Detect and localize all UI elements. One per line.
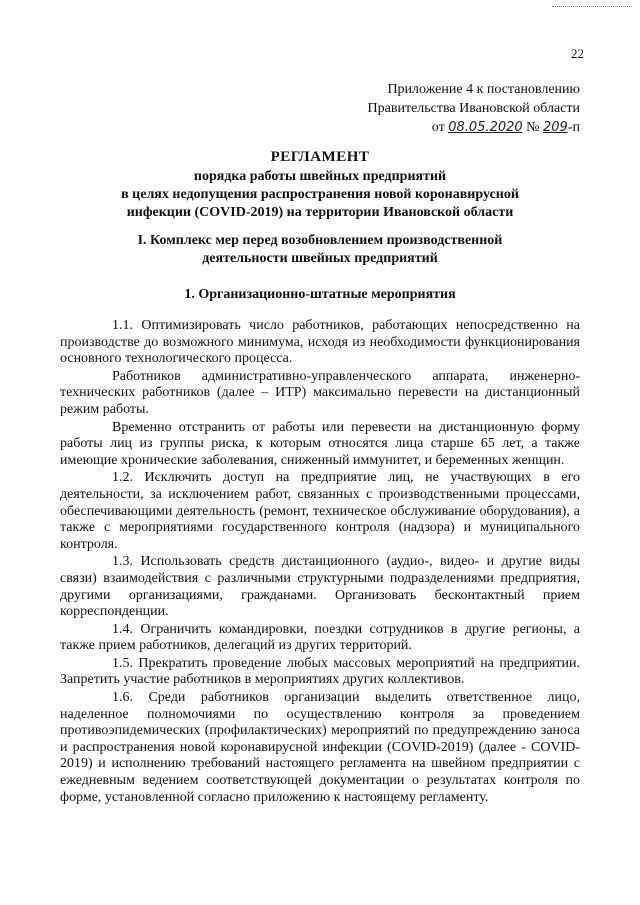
- title-sub-3: инфекции (COVID-2019) на территории Ивановской области: [126, 205, 514, 220]
- annex-line-3: [320, 118, 580, 137]
- annex-date: 08.05.2020: [448, 120, 523, 135]
- annex-header: [320, 80, 580, 137]
- paragraph: 1.5. Прекратить проведение любых массовых мероприятий на предприятии. Запретить участие работников в мероприятиях других коллективов.: [60, 655, 580, 688]
- paragraph: 1.6. Среди работников организации выделить ответственное лицо, наделенное полномочиями по осуществлению контроля за проведением противоэпидемических (профилактических) мероприятий по предупреждению заноса и распространения новой коронавирусной инфекции (COVID-2019) (далее - COVID-2019) и исполнению требований настоящего регламента на швейном предприятии с ежедневным ведением соответствующей документации о результатах контроля по форме, установленной согласно приложению к настоящему регламенту.: [60, 690, 580, 805]
- annex-line-2: Правительства Ивановской области: [367, 101, 580, 116]
- annex-line-1: Приложение 4 к постановлению: [387, 82, 580, 97]
- paragraph: 1.4. Ограничить командировки, поездки сотрудников в другие регионы, а также прием работников, делегаций из других территорий.: [60, 621, 580, 654]
- title-sub-2: в целях недопущения распространения новой коронавирусной: [121, 187, 519, 202]
- document-body: [60, 318, 580, 807]
- subsection-heading: 1. Организационно-штатные мероприятия: [184, 287, 456, 302]
- title-sub-1: порядка работы швейных предприятий: [193, 169, 447, 184]
- annex-from-label: от: [431, 120, 445, 135]
- annex-suffix: -п: [567, 120, 580, 135]
- document-title: [60, 148, 580, 222]
- paragraph: 1.1. Оптимизировать число работников, работающих непосредственно на производстве до возможного минимума, исходя из необходимости функционирования основного технологического процесса.: [60, 318, 580, 367]
- page-number: 22: [571, 46, 584, 61]
- paragraph: 1.2. Исключить доступ на предприятие лиц, не участвующих в его деятельности, за исключением работ, связанных с производственными процессами, обеспечивающими деятельность (ремонт, техническое обслуживание оборудования), а также с мероприятиями государственного контроля (надзора) и муниципального контроля.: [60, 470, 580, 552]
- section-heading: [60, 232, 580, 268]
- section-line-2: деятельности швейных предприятий: [202, 251, 438, 266]
- paragraph: 1.3. Использовать средств дистанционного (аудио-, видео- и другие виды связи) взаимодействия с различными структурными подразделениями предприятия, другими организациями, гражданами. Организовать бесконтактный прием корреспонденции.: [60, 554, 580, 620]
- section-line-1: I. Комплекс мер перед возобновлением производственной: [137, 233, 503, 248]
- paragraph: Работников административно-управленческого аппарата, инженерно-технических работников (далее – ИТР) максимально перевести на дистанционный режим работы.: [60, 368, 580, 417]
- annex-number: 209: [543, 120, 568, 135]
- paragraph: Временно отстранить от работы или перевести на дистанционную форму работы лиц из группы риска, к которым относятся лица старше 65 лет, а также имеющие хронические заболевания, сниженный иммунитет, и беременных женщин.: [60, 419, 580, 468]
- annex-number-label: №: [526, 120, 540, 135]
- scan-mark: [552, 6, 632, 10]
- title-main: РЕГЛАМЕНТ: [270, 149, 370, 165]
